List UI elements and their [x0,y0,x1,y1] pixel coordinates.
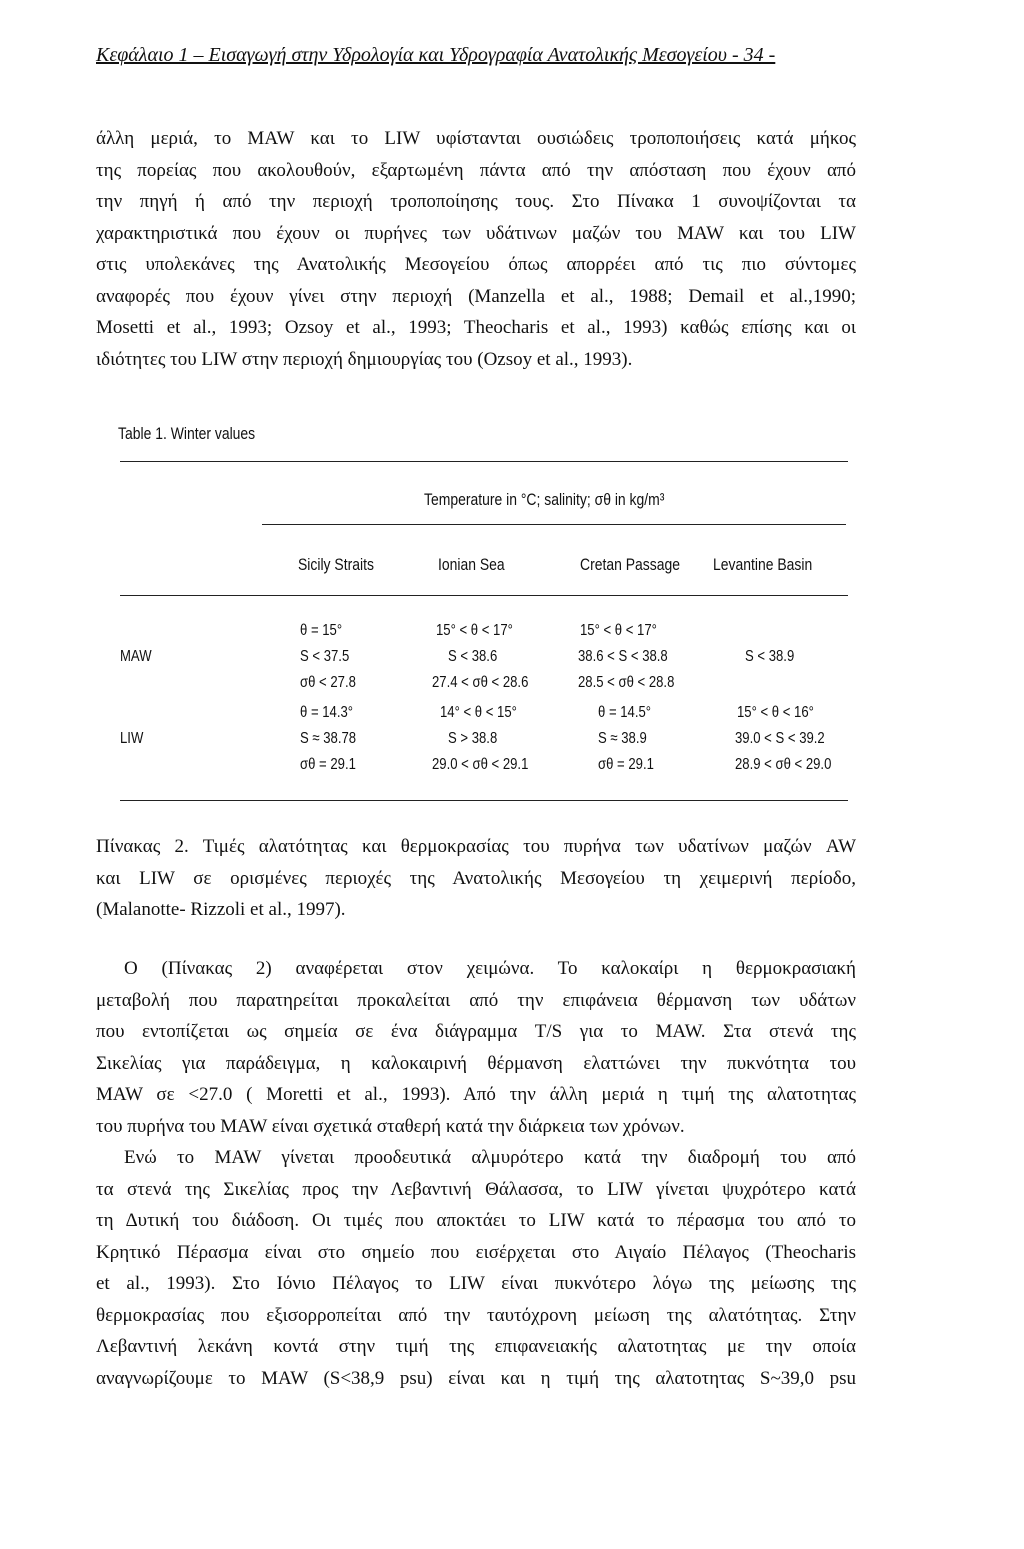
col-header-sicily: Sicily Straits [298,555,374,574]
text-line: και LIW σε ορισμένες περιοχές της Ανατολικής Μεσογείου τη χειμερινή περίοδο, [96,867,856,889]
table-top-rule [120,461,848,462]
text-line: της πορείας που ακολουθούν, εξαρτωμένη πάντα από την απόσταση που έχουν από [96,159,856,181]
intro-paragraph [96,123,856,375]
table-cell: 39.0 < S < 39.2 [735,730,825,747]
row-label-liw: LIW [120,730,144,747]
table-units: Temperature in °C; salinity; σθ in kg/m³ [424,490,665,509]
table-cell: σθ < 27.8 [300,674,356,691]
table-caption [96,831,856,926]
col-header-levantine: Levantine Basin [713,555,813,574]
table-cell: 15° < θ < 17° [580,622,657,639]
text-line: Mosetti et al., 1993; Ozsoy et al., 1993; Theocharis et al., 1993) καθώς επίσης και οι [96,317,856,338]
table-cell: 27.4 < σθ < 28.6 [432,674,529,691]
table-cell: S < 37.5 [300,648,350,665]
table-cell: 14° < θ < 15° [440,704,517,721]
text-line: στις υπολεκάνες της Ανατολικής Μεσογείου όπως απορρέει από τις πιο σύντομες [96,254,856,275]
text-line: Ο (Πίνακας 2) αναφέρεται στον χειμώνα. Το καλοκαίρι η θερμοκρασιακή [124,958,856,979]
text-line: την πηγή ή από την περιοχή τροποποίησης τους. Στο Πίνακα 1 συνοψίζονται τα [96,191,856,212]
text-line: et al., 1993). Στο Ιόνιο Πέλαγος το LIW είναι πυκνότερο λόγω της μείωσης της [96,1273,856,1294]
col-header-cretan: Cretan Passage [580,555,680,574]
table-header-rule [120,595,848,596]
text-line: ιδιότητες του LIW στην περιοχή δημιουργίας του (Ozsoy et al., 1993). [96,348,633,370]
table-cell: θ = 14.5° [598,704,652,721]
text-line: Κρητικό Πέρασμα είναι στο σημείο που εισέρχεται στο Αιγαίο Πέλαγος (Theocharis [96,1241,856,1263]
text-line: τα στενά της Σικελίας προς την Λεβαντινή Θάλασσα, το LIW γίνεται ψυχρότερο κατά [96,1178,856,1200]
text-line: Ενώ το MAW γίνεται προοδευτικά αλμυρότερο κατά την διαδρομή του από [124,1147,856,1168]
text-line: τη Δυτική του διάδοση. Οι τιμές που αποκτάει το LIW κατά το πέρασμα του από το [96,1210,856,1231]
table-cell: S < 38.6 [448,648,498,665]
table-cell: 15° < θ < 16° [737,704,814,721]
table-cell: θ = 14.3° [300,704,354,721]
text-line: μεταβολή που παρατηρείται προκαλείται από την επιφάνεια θέρμανση των υδάτων [96,989,856,1011]
table-title: Table 1. Winter values [118,424,256,443]
text-line: χαρακτηριστικά που έχουν οι πυρήνες των υδάτινων μαζών του MAW και του LIW [96,222,856,244]
table-cell: 28.5 < σθ < 28.8 [578,674,675,691]
table-units-rule [262,524,846,525]
table-bottom-rule [120,800,848,801]
text-line: αναγνωρίζουμε το MAW (S<38,9 psu) είναι και η τιμή της αλατοτητας S~39,0 psu [96,1367,856,1389]
table-cell: 29.0 < σθ < 29.1 [432,756,529,773]
table-cell: σθ = 29.1 [300,756,356,773]
table-cell: σθ = 29.1 [598,756,654,773]
text-line: άλλη μεριά, το MAW και το LIW υφίστανται ουσιώδεις τροποποιήσεις κατά μήκος [96,128,856,149]
table-cell: S ≈ 38.9 [598,730,647,747]
text-line: θερμοκρασίας που εξισορροπείται από την ταυτόχρονη μείωση της αλατότητας. Στην [96,1304,856,1326]
text-line: MAW σε <27.0 ( Moretti et al., 1993). Από την άλλη μεριά η τιμή της αλατοτητας [96,1084,856,1105]
table-cell: S > 38.8 [448,730,498,747]
row-label-maw: MAW [120,648,152,665]
text-line: (Malanotte- Rizzoli et al., 1997). [96,899,346,920]
table-cell: 38.6 < S < 38.8 [578,648,668,665]
table-cell: 15° < θ < 17° [436,622,513,639]
table-cell: 28.9 < σθ < 29.0 [735,756,832,773]
chapter-header: Κεφάλαιο 1 – Εισαγωγή στην Υδρολογία και Υδρογραφία Ανατολικής Μεσογείου - 34 - [96,44,776,66]
body-paragraphs [96,953,856,1394]
table-cell: θ = 15° [300,622,343,639]
text-line: αναφορές που έχουν γίνει στην περιοχή (Manzella et al., 1988; Demail et al.,1990; [96,285,856,307]
table-cell: S < 38.9 [745,648,795,665]
text-line: που εντοπίζεται ως σημεία σε ένα διάγραμμα T/S για το MAW. Στα στενά της [96,1021,856,1042]
col-header-ionian: Ionian Sea [438,555,505,574]
text-line: Πίνακας 2. Τιμές αλατότητας και θερμοκρασίας του πυρήνα των υδατίνων μαζών AW [96,836,856,857]
text-line: Σικελίας για παράδειγμα, η καλοκαιρινή θέρμανση ελαττώνει την πυκνότητα του [96,1052,856,1074]
table-cell: S ≈ 38.78 [300,730,357,747]
text-line: του πυρήνα του MAW είναι σχετικά σταθερή κατά την διάρκεια των χρόνων. [96,1115,685,1137]
text-line: Λεβαντινή λεκάνη κοντά στην τιμή της επιφανειακής αλατοτητας με την οποία [96,1336,856,1357]
